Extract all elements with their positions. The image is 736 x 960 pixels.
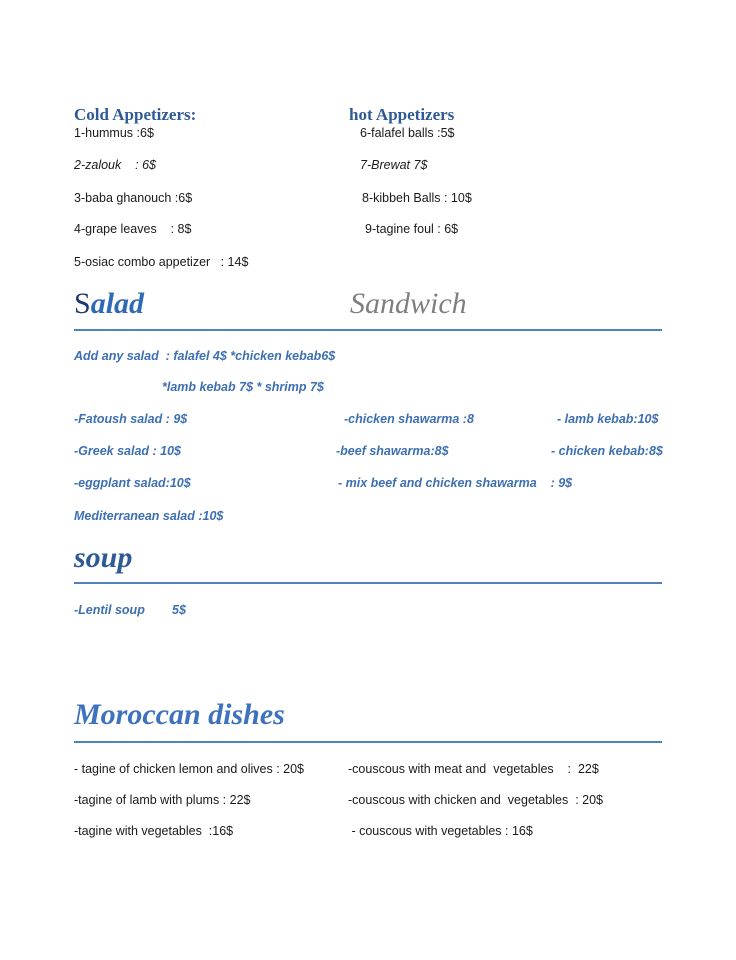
salad-title (74, 287, 144, 321)
salad-title-rest: alad (90, 287, 145, 320)
hot-appetizer-item: 8-kibbeh Balls : 10$ (362, 191, 472, 205)
salad-item: -eggplant salad:10$ (74, 476, 191, 490)
soup-item-name: -Lentil soup (74, 603, 145, 617)
cold-appetizer-item: 2-zalouk : 6$ (74, 158, 156, 172)
cold-appetizer-item: 1-hummus :6$ (74, 126, 154, 140)
moroccan-item: -couscous with chicken and vegetables : 20$ (348, 793, 604, 807)
moroccan-item: - couscous with vegetables : 16$ (348, 824, 533, 838)
salad-title-initial: S (74, 287, 91, 320)
salad-item: -Fatoush salad : 9$ (74, 412, 188, 426)
sandwich-title: Sandwich (350, 287, 467, 320)
sandwich-item: -chicken shawarma :8 (344, 412, 474, 426)
sandwich-item: - lamb kebab:10$ (557, 412, 659, 426)
moroccan-divider (74, 741, 662, 743)
cold-appetizer-item: 5-osiac combo appetizer : 14$ (74, 255, 249, 269)
salad-addons-line: Add any salad : falafel 4$ *chicken kebab6$ (74, 349, 336, 363)
sandwich-item: - mix beef and chicken shawarma : 9$ (338, 476, 573, 490)
hot-appetizer-item: 9-tagine foul : 6$ (365, 222, 459, 236)
salad-item: Mediterranean salad :10$ (74, 509, 224, 523)
soup-title: soup (74, 541, 133, 574)
soup-item-price: 5$ (172, 603, 186, 617)
moroccan-item: -couscous with meat and vegetables : 22$ (348, 762, 599, 776)
salad-addons-line: *lamb kebab 7$ * shrimp 7$ (162, 380, 324, 394)
sandwich-item: -beef shawarma:8$ (336, 444, 449, 458)
salad-item: -Greek salad : 10$ (74, 444, 182, 458)
cold-appetizer-item: 4-grape leaves : 8$ (74, 222, 192, 236)
moroccan-title: Moroccan dishes (74, 698, 285, 731)
moroccan-item: - tagine of chicken lemon and olives : 20$ (74, 762, 304, 776)
sandwich-item: - chicken kebab:8$ (551, 444, 663, 458)
hot-appetizer-item: 7-Brewat 7$ (360, 158, 428, 172)
cold-appetizers-title: Cold Appetizers: (74, 105, 197, 124)
hot-appetizer-item: 6-falafel balls :5$ (360, 126, 455, 140)
moroccan-item: -tagine of lamb with plums : 22$ (74, 793, 251, 807)
soup-divider (74, 582, 662, 584)
salad-divider (74, 329, 662, 331)
cold-appetizer-item: 3-baba ghanouch :6$ (74, 191, 193, 205)
hot-appetizers-title: hot Appetizers (349, 105, 455, 124)
moroccan-item: -tagine with vegetables :16$ (74, 824, 234, 838)
